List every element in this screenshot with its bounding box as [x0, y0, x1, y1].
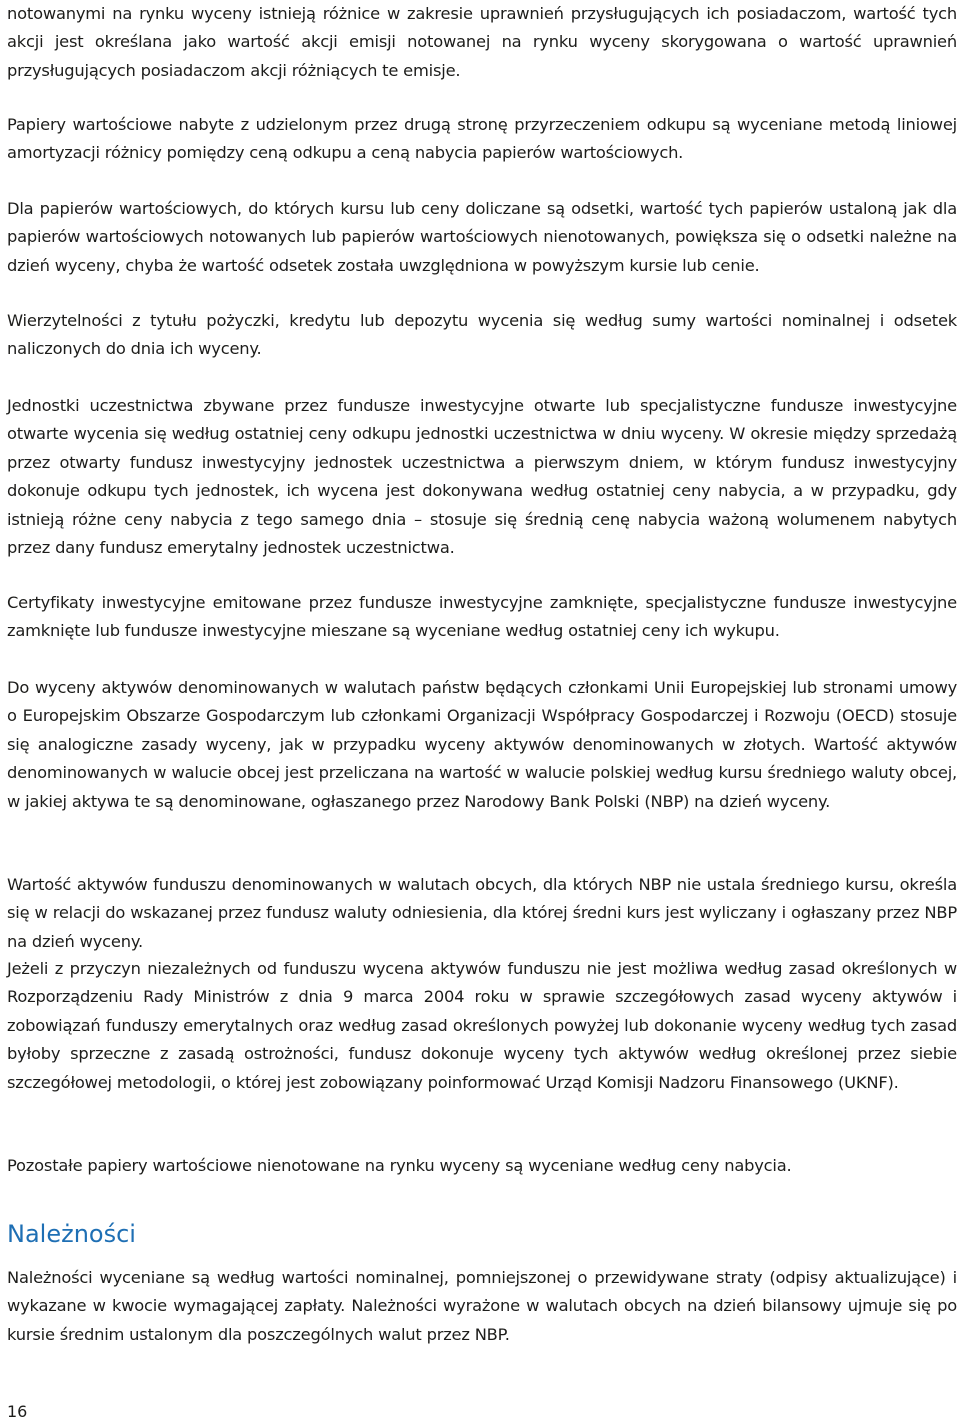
paragraph-other-securities: Pozostałe papiery wartościowe nienotowane na rynku wyceny są wyceniane według ceny nabycia.: [7, 1156, 792, 1175]
paragraph-accrued-interest: Dla papierów wartościowych, do których kursu lub ceny doliczane są odsetki, wartość tych papierów ustaloną jak dla papierów wartościowych notowanych lub papierów wartościowych nienotowanych, powiększa się o odsetki należne na dzień wyceny, chyba że wartość odsetek została uwzględniona w powyższym kursie lub cenie.: [7, 199, 957, 275]
section-heading-receivables: Należności: [7, 1220, 136, 1248]
paragraph-receivables: Należności wyceniane są według wartości nominalnej, pomniejszonej o przewidywane straty (odpisy aktualizujące) i wykazane w kwocie wymagającej zapłaty. Należności wyrażone w walutach obcych na dzień bilansowy ujmuje się po kursie średnim ustalonym dla poszczególnych walut przez NBP.: [7, 1268, 957, 1344]
paragraph-alternative-methodology: Jeżeli z przyczyn niezależnych od funduszu wycena aktywów funduszu nie jest możliwa według zasad określonych w Rozporządzeniu Rady Ministrów z dnia 9 marca 2004 roku w sprawie szczegółowych zasad wyceny aktywów i zobowiązań funduszy emerytalnych oraz według zasad określonych powyżej lub dokonanie wyceny według tych zasad byłoby sprzeczne z zasadą ostrożności, fundusz dokonuje wyceny tych aktywów według określonej przez siebie szczegółowej metodologii, o której jest zobowiązany poinformować Urząd Komisji Nadzoru Finansowego (UKNF).: [7, 959, 957, 1092]
paragraph-repurchase-securities: Papiery wartościowe nabyte z udzielonym przez drugą stronę przyrzeczeniem odkupu są wyceniane metodą liniowej amortyzacji różnicy pomiędzy ceną odkupu a ceną nabycia papierów wartościowych.: [7, 115, 957, 163]
paragraph-nbp-exchange-rate: Wartość aktywów funduszu denominowanych w walutach obcych, dla których NBP nie ustala średniego kursu, określa się w relacji do wskazanej przez fundusz waluty odniesienia, dla której średni kurs jest wyliczany i ogłaszany przez NBP na dzień wyceny.: [7, 875, 957, 951]
page-number: 16: [7, 1402, 28, 1421]
paragraph-loans-deposits: Wierzytelności z tytułu pożyczki, kredytu lub depozytu wycenia się według sumy wartości nominalnej i odsetek naliczonych do dnia ich wyceny.: [7, 311, 957, 359]
paragraph-participation-units: Jednostki uczestnictwa zbywane przez fundusze inwestycyjne otwarte lub specjalistyczne fundusze inwestycyjne otwarte wycenia się według ostatniej ceny odkupu jednostki uczestnictwa w dniu wyceny. W okresie między sprzedażą przez otwarty fundusz inwestycyjny jednostek uczestnictwa a pierwszym dniem, w którym fundusz inwestycyjny dokonuje odkupu tych jednostek, ich wycena jest dokonywana według ostatniej ceny nabycia, a w przypadku, gdy istnieją różne ceny nabycia z tego samego dnia – stosuje się średnią cenę nabycia ważoną wolumenem nabytych przez dany fundusz emerytalny jednostek uczestnictwa.: [7, 396, 957, 558]
paragraph-investment-certificates: Certyfikaty inwestycyjne emitowane przez fundusze inwestycyjne zamknięte, specjalistyczne fundusze inwestycyjne zamknięte lub fundusze inwestycyjne mieszane są wyceniane według ostatniej ceny ich wykupu.: [7, 593, 957, 641]
paragraph-foreign-currency-assets: Do wyceny aktywów denominowanych w walutach państw będących członkami Unii Europejskiej lub stronami umowy o Europejskim Obszarze Gospodarczym lub członkami Organizacji Współpracy Gospodarczej i Rozwoju (OECD) stosuje się analogiczne zasady wyceny, jak w przypadku wyceny aktywów denominowanych w złotych. Wartość aktywów denominowanych w walucie obcej jest przeliczana na wartość w walucie polskiej według kursu średniego waluty obcej, w jakiej aktywa te są denominowane, ogłaszanego przez Narodowy Bank Polski (NBP) na dzień wyceny.: [7, 678, 957, 811]
paragraph-share-valuation: notowanymi na rynku wyceny istnieją różnice w zakresie uprawnień przysługujących ich posiadaczom, wartość tych akcji jest określana jako wartość akcji emisji notowanej na rynku wyceny skorygowana o wartość uprawnień przysługujących posiadaczom akcji różniących te emisje.: [7, 4, 957, 80]
